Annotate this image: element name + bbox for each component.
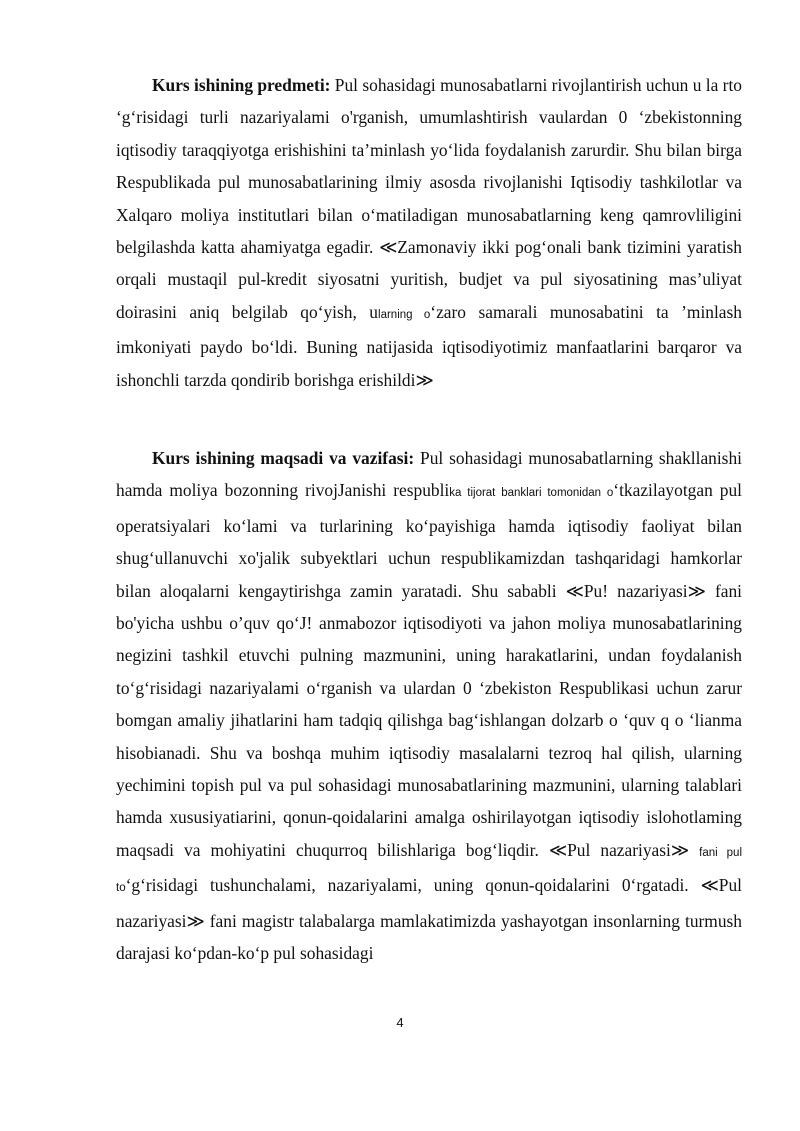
paragraph-small-text: larning o: [378, 308, 431, 321]
heading-course-goal: Kurs ishining maqsadi va vazifasi:: [152, 448, 415, 468]
paragraph-text: ‘g‘risidagi tushunchalami, nazariyalami, uning qonun-qoidalarini 0‘rgatadi. ≪Pul nazariyasi≫ fani magistr talabalarga mamlakatimizda yashayotgan insonlarning turmush darajasi ko‘pdan-ko‘p pul sohasidagi: [116, 875, 742, 964]
heading-course-subject: Kurs ishining predmeti:: [152, 75, 331, 95]
paragraph-text: Pul sohasidagi munosabatlarni rivojlantirish uchun u la rto ‘g‘risidagi turli nazariyalami o'rganish, umumlashtirish vaulardan 0 ‘zbekistonning iqtisodiy taraqqiyotga erishishini ta’minlash yo‘lida foydalanish zarurdir. Shu bilan birga Respublikada pul munosabatlarining ilmiy asosda rivojlanishi Iqtisodiy tashkilotlar va Xalqaro moliya institutlari bilan o‘matiladigan munosabatlarning keng qamrovliligini belgilashda katta ahamiyatga egadir. ≪Zamonaviy ikki pog‘onali bank tizimini yaratish orqali mustaqil pul-kredit siyosatni yuritish, budjet va pul siyosatining mas’uliyat doirasini aniq belgilab qo‘yish, u: [116, 75, 742, 322]
paragraph-course-subject: [116, 69, 742, 396]
paragraph-text: ‘zaro samarali munosabatini ta ’minlash imkoniyati paydo bo‘ldi. Buning natijasida iqtisodiyotimiz manfaatlarini barqaror va ishonchli tarzda qondirib borishga erishildi≫: [116, 301, 742, 390]
paragraph-course-goal: [116, 442, 742, 970]
page-number: 4: [396, 1015, 404, 1030]
paragraph-text: ‘tkazilayotgan pul operatsiyalari ko‘lami va turlarining ko‘payishiga hamda iqtisodiy faoliyat bilan shug‘ullanuvchi xo'jalik subyektlari uchun respublikamizdan tashqaridagi hamkorlar bilan aloqalarni kengaytirishga zamin yaratadi. Shu sababli ≪Pu! nazariyasi≫ fani bo'yicha ushbu o’quv qo‘J! anmabozor iqtisodiyoti va jahon moliya munosabatlarining negizini tashkil etuvchi pulning mazmunini, uning harakatlarini, undan foydalanish to‘g‘risidagi nazariyalami o‘rganish va ulardan 0 ‘zbekiston Respublikasi uchun zarur bomgan amaliy jihatlarini ham tadqiq qilishga bag‘ishlangan dolzarb o ‘quv q o ‘lianma hisobianadi. Shu va boshqa muhim iqtisodiy masalalarni tezroq hal qilish, ularning yechimini topish pul va pul sohasidagi munosabatlarining mazmunini, ularning talablari hamda xususiyatiarini, qonun-qoidalarini amalga oshirilayotgan iqtisodiy islohotlaming maqsadi va mohiyatini chuqurroq bilishlariga bog‘liqdir. ≪Pul nazariyasi≫: [116, 480, 742, 860]
paragraph-small-text: ka tijorat banklari tomonidan o: [449, 487, 614, 500]
paragraph-text: Pul sohasidagi munosabatlarning shakllanishi hamda moliya bozonning rivojJanishi respubli: [116, 448, 742, 501]
paragraph-small-text: fani pul to: [116, 846, 742, 895]
